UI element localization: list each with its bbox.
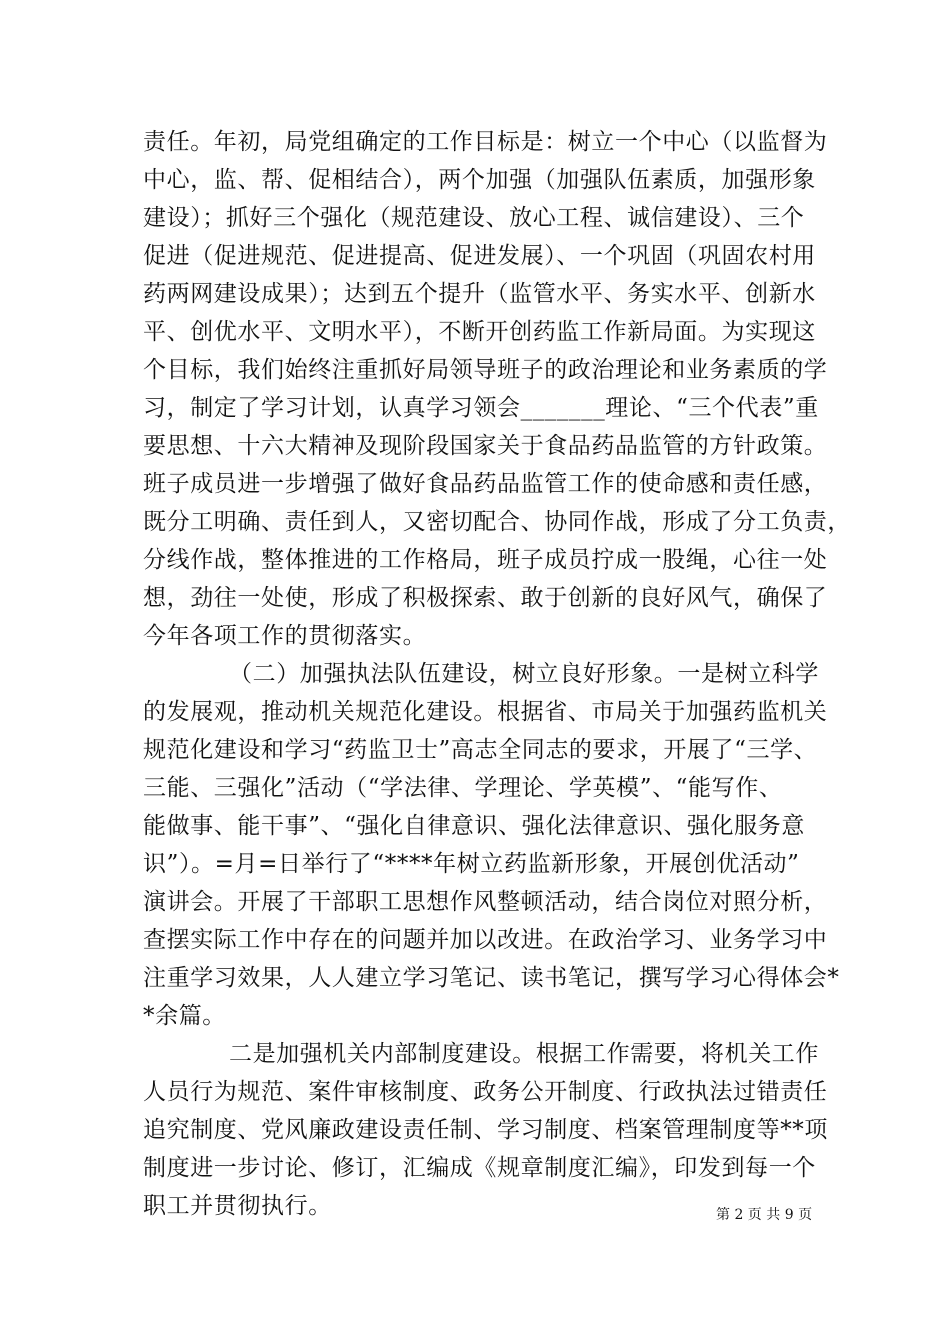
text-line: 促进（促进规范、促进提高、促进发展）、一个巩固（巩固农村用 <box>143 243 816 269</box>
text-line: 规范化建设和学习“药监卫士”高志全同志的要求，开展了“三学、 <box>143 737 818 763</box>
text-line: 分线作战，整体推进的工作格局，班子成员拧成一股绳，心往一处 <box>143 547 828 573</box>
text-line: 责任。年初，局党组确定的工作目标是：树立一个中心（以监督为 <box>143 129 828 155</box>
text-line: 想，劲往一处使，形成了积极探索、敢于创新的良好风气，确保了 <box>143 585 828 611</box>
text-line: 平、创优水平、文明水平），不断开创药监工作新局面。为实现这 <box>143 319 816 345</box>
text-line: 建设）；抓好三个强化（规范建设、放心工程、诚信建设）、三个 <box>143 205 805 231</box>
text-line: 习，制定了学习计划，认真学习领会_______理论、“三个代表”重 <box>143 395 819 421</box>
text-line: 追究制度、党风廉政建设责任制、学习制度、档案管理制度等**项 <box>143 1117 828 1143</box>
text-line: 职工并贯彻执行。 <box>143 1193 332 1219</box>
text-line: 班子成员进一步增强了做好食品药品监管工作的使命感和责任感， <box>143 471 828 497</box>
text-line: 既分工明确、责任到人，又密切配合、协同作战，形成了分工负责， <box>143 509 851 535</box>
text-line: 识”）。=月=日举行了“****年树立药监新形象，开展创优活动” <box>143 851 800 877</box>
text-line: 演讲会。开展了干部职工思想作风整顿活动，结合岗位对照分析， <box>143 889 828 915</box>
text-line: 药两网建设成果）；达到五个提升（监管水平、务实水平、创新水 <box>143 281 816 307</box>
text-line: 人员行为规范、案件审核制度、政务公开制度、行政执法过错责任 <box>143 1079 828 1105</box>
text-line: 三能、三强化”活动（“学法律、学理论、学英模”、“能写作、 <box>143 775 783 801</box>
text-line: 中心，监、帮、促相结合），两个加强（加强队伍素质，加强形象 <box>143 167 816 193</box>
text-line: 制度进一步讨论、修订，汇编成《规章制度汇编》，印发到每一个 <box>143 1155 816 1181</box>
paragraph-start-line: 二是加强机关内部制度建设。根据工作需要，将机关工作 <box>229 1041 819 1067</box>
text-line: 的发展观，推动机关规范化建设。根据省、市局关于加强药监机关 <box>143 699 828 725</box>
page-footer: 第 2 页 共 9 页 <box>716 1207 813 1223</box>
text-line: 要思想、十六大精神及现阶段国家关于食品药品监管的方针政策。 <box>143 433 828 459</box>
text-line: 个目标，我们始终注重抓好局领导班子的政治理论和业务素质的学 <box>143 357 828 383</box>
text-line: 查摆实际工作中存在的问题并加以改进。在政治学习、业务学习中 <box>143 927 828 953</box>
text-line: 注重学习效果，人人建立学习笔记、读书笔记，撰写学习心得体会* <box>143 965 840 991</box>
text-line: 能做事、能干事”、“强化自律意识、强化法律意识、强化服务意 <box>143 813 805 839</box>
text-line: 今年各项工作的贯彻落实。 <box>143 623 427 649</box>
text-line: *余篇。 <box>143 1003 226 1029</box>
section-heading-line: （二）加强执法队伍建设，树立良好形象。一是树立科学 <box>229 661 819 687</box>
